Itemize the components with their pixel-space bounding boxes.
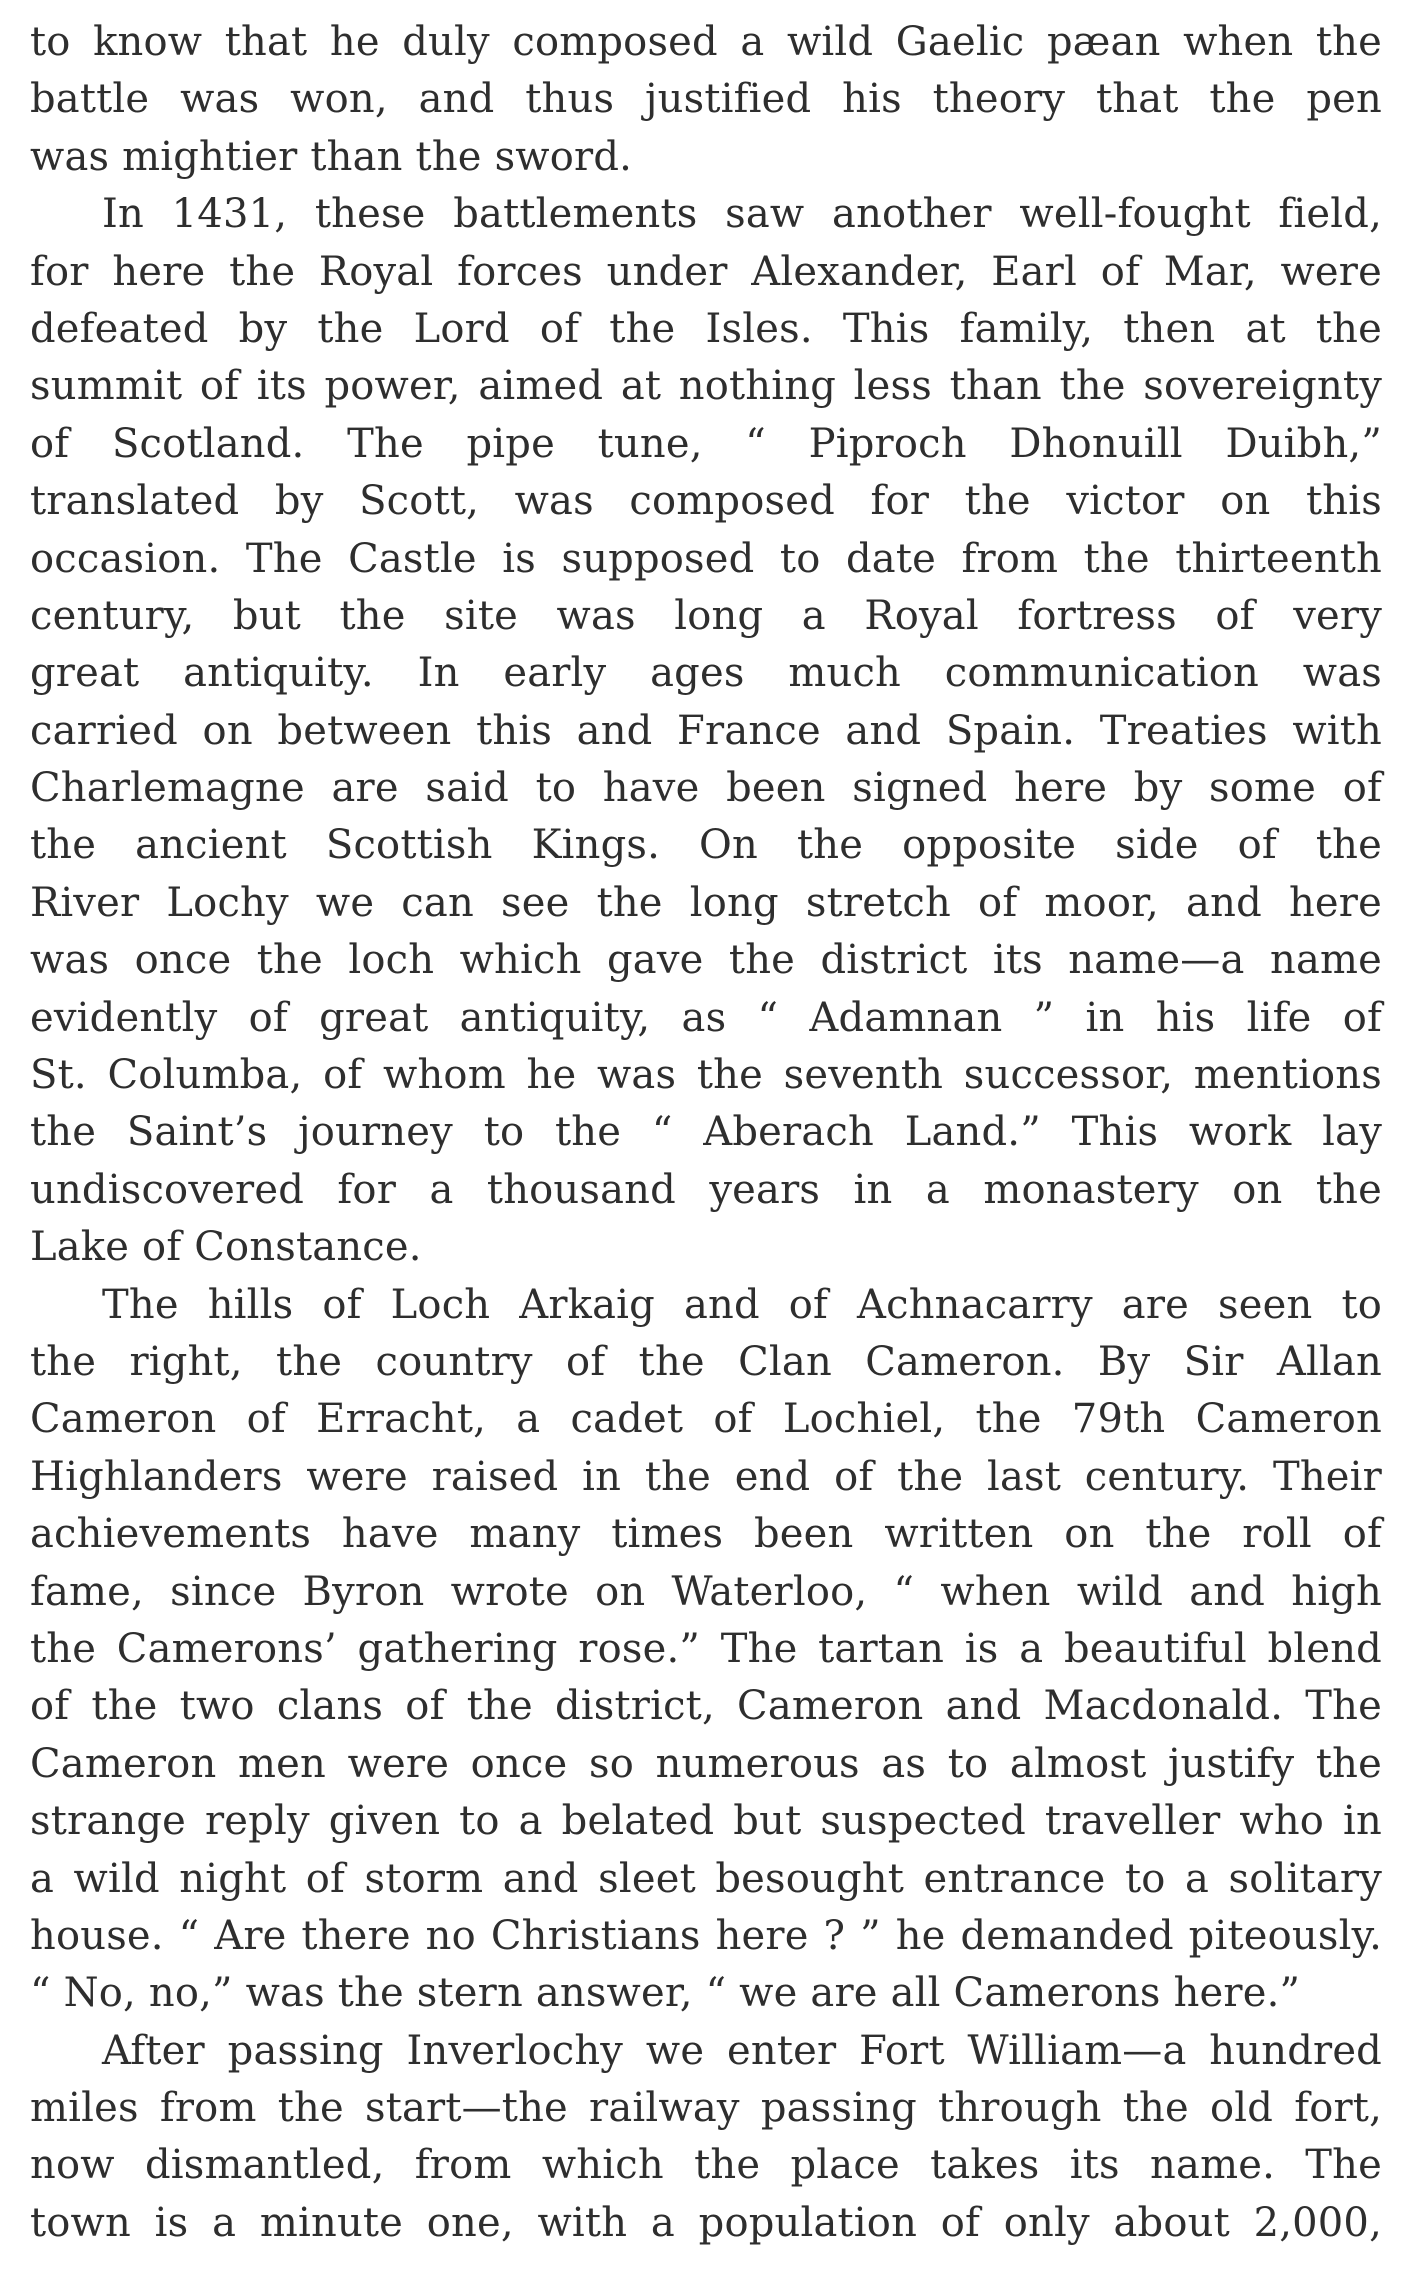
text-line: evidently of great antiquity, as “ Adamnan ” in his life of — [30, 994, 1382, 1041]
text-line: Cameron of Erracht, a cadet of Lochiel, the 79th Cameron — [30, 1396, 1382, 1443]
text-line: to know that he duly composed a wild Gaelic pæan when the — [30, 19, 1382, 65]
text-line: the Camerons’ gathering rose.” The tartan is a beautiful blend — [30, 1625, 1382, 1672]
text-line: the Saint’s journey to the “ Aberach Land.” This work lay — [30, 1109, 1382, 1156]
text-line: The hills of Loch Arkaig and of Achnacarry are seen to — [102, 1281, 1382, 1328]
text-line: Charlemagne are said to have been signed here by some of — [30, 765, 1382, 812]
text-line: translated by Scott, was composed for the victor on this — [30, 478, 1382, 525]
text-line: summit of its power, aimed at nothing less than the sovereignty — [30, 363, 1382, 410]
text-line: town is a minute one, with a population of only about 2,000, — [30, 2199, 1382, 2246]
text-line: the ancient Scottish Kings. On the opposite side of the — [30, 822, 1382, 869]
text-line: Highlanders were raised in the end of the last century. Their — [30, 1453, 1382, 1500]
text-line: great antiquity. In early ages much communication was — [30, 650, 1382, 697]
text-line: carried on between this and France and Spain. Treaties with — [30, 707, 1382, 754]
text-line: battle was won, and thus justified his theory that the pen — [30, 76, 1382, 123]
book-page — [30, 14, 1382, 2252]
text-line: In 1431, these battlements saw another well-fought field, — [102, 191, 1382, 238]
paragraph-1 — [30, 14, 1382, 186]
text-line: strange reply given to a belated but suspected traveller who in — [30, 1798, 1382, 1845]
text-line: a wild night of storm and sleet besought entrance to a solitary — [30, 1855, 1382, 1902]
text-line: defeated by the Lord of the Isles. This family, then at the — [30, 305, 1382, 352]
text-line: “ No, no,” was the stern answer, “ we are all Camerons here.” — [30, 1970, 1301, 2017]
text-line: St. Columba, of whom he was the seventh successor, mentions — [30, 1052, 1382, 1099]
paragraph-4 — [30, 2023, 1382, 2253]
text-line: After passing Inverlochy we enter Fort William—a hundred — [102, 2027, 1382, 2074]
text-line: was once the loch which gave the district its name—a name — [30, 937, 1382, 984]
text-line: was mightier than the sword. — [30, 133, 633, 180]
text-line: of Scotland. The pipe tune, “ Piproch Dhonuill Duibh,” — [30, 420, 1382, 467]
text-line: of the two clans of the district, Cameron and Macdonald. The — [30, 1683, 1382, 1730]
text-line: now dismantled, from which the place takes its name. The — [30, 2142, 1382, 2189]
paragraph-2 — [30, 186, 1382, 1276]
text-line: achievements have many times been written on the roll of — [30, 1511, 1382, 1558]
text-line: Lake of Constance. — [30, 1224, 422, 1271]
text-line: house. “ Are there no Christians here ? ” he demanded piteously. — [30, 1912, 1382, 1959]
text-line: River Lochy we can see the long stretch of moor, and here — [30, 879, 1382, 926]
text-line: Cameron men were once so numerous as to almost justify the — [30, 1740, 1382, 1787]
text-line: century, but the site was long a Royal fortress of very — [30, 592, 1382, 639]
text-line: occasion. The Castle is supposed to date from the thirteenth — [30, 535, 1382, 582]
paragraph-3 — [30, 1277, 1382, 2023]
text-line: the right, the country of the Clan Cameron. By Sir Allan — [30, 1338, 1382, 1385]
text-line: fame, since Byron wrote on Waterloo, “ when wild and high — [30, 1568, 1382, 1615]
text-line: miles from the start—the railway passing through the old fort, — [30, 2085, 1382, 2132]
text-line: undiscovered for a thousand years in a monastery on the — [30, 1166, 1382, 1213]
text-line: for here the Royal forces under Alexander, Earl of Mar, were — [30, 248, 1382, 295]
